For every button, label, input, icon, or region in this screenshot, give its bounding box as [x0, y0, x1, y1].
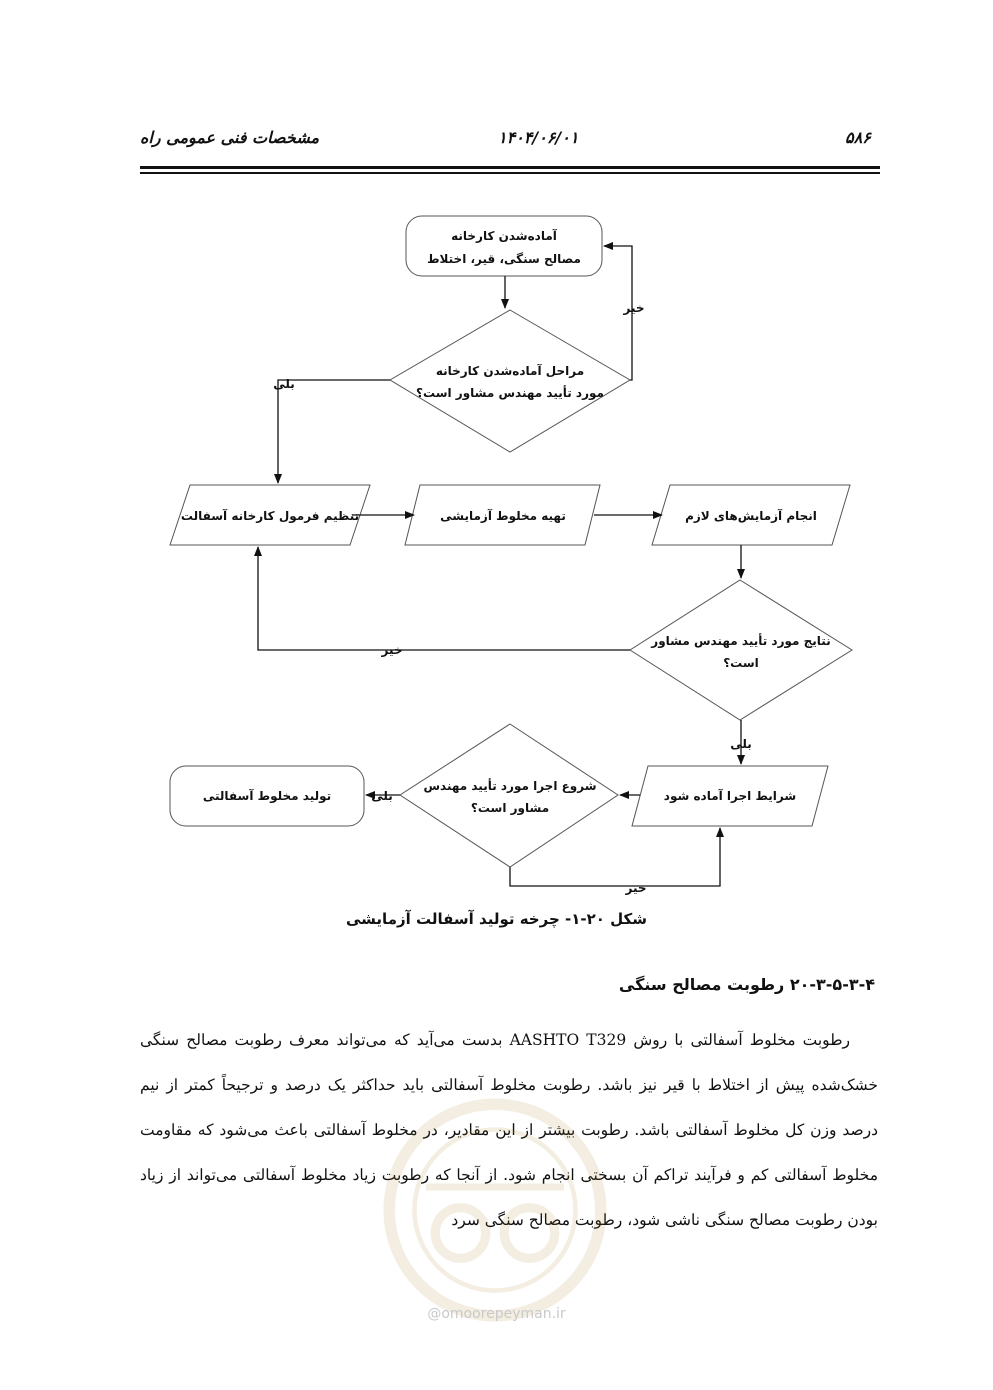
figure-caption: شکل ۲۰-۱- چرخه تولید آسفالت آزمایشی [345, 910, 648, 928]
decision-plant-node [390, 310, 630, 452]
section-heading: ۲۰-۳-۵-۳-۴ رطوبت مصالح سنگی [618, 975, 875, 994]
prepare-plant-node [406, 216, 602, 276]
yes-label-start: بلی [371, 789, 393, 803]
decision-results-label-2: است؟ [723, 656, 759, 670]
decision-results-label-1: نتایج مورد تأیید مهندس مشاور [651, 634, 831, 648]
run-tests-label: انجام آزمایش‌های لازم [685, 509, 817, 523]
prepare-plant-label-1: آماده‌شدن کارخانه [451, 229, 557, 243]
prepare-plant-label-2: مصالح سنگی، قیر، اختلاط [427, 252, 581, 266]
decision-plant-label-1: مراحل آماده‌شدن کارخانه [435, 364, 585, 378]
yes-label-results: بلی [730, 737, 752, 751]
body-paragraph: رطوبت مخلوط آسفالتی با روش AASHTO T329 بدست می‌آید که می‌تواند معرف رطوبت مصالح سنگی خشک‌شده پیش از اختلاط با قیر نیز باشد. رطوبت مخلوط آسفالتی باید حداکثر یک درصد و ترجیحاً کمتر از نیم درصد وزن کل مخلوط آسفالتی باشد. رطوبت بیشتر از این مقادیر، در مخلوط آسفالتی باعث می‌شود که مقاومت مخلوط آسفالتی کم و فرآیند تراکم آن بسختی انجام شود. از آنجا که رطوبت زیاد مخلوط آسفالتی می‌تواند از زیاد بودن رطوبت مصالح سنگی ناشی شود، رطوبت مصالح سنگی سرد [140, 1031, 878, 1229]
decision-start-node [400, 724, 618, 867]
book-title: مشخصات فنی عمومی راه [140, 128, 320, 147]
decision-plant-label-2: مورد تأیید مهندس مشاور است؟ [416, 386, 604, 400]
no-label-top: خیر [623, 301, 645, 315]
page-number: ۵۸۶ [845, 128, 871, 147]
site-ready-label: شرایط اجرا آماده شود [663, 789, 797, 803]
no-label-bottom: خیر [625, 881, 647, 895]
decision-start-label-1: شروع اجرا مورد تأیید مهندس [423, 779, 597, 793]
adjust-formula-label: تنظیم فرمول کارخانه آسفالت [180, 509, 360, 523]
header-date: ۱۴۰۴/۰۶/۰۱ [498, 128, 579, 147]
watermark-logo [380, 1095, 610, 1325]
decision-results-node [630, 580, 852, 720]
watermark-text: @omoorepeyman.ir [427, 1306, 566, 1322]
prepare-mix-label: تهیه مخلوط آزمایشی [440, 509, 566, 523]
yes-label-left: بلی [273, 377, 295, 391]
decision-start-label-2: مشاور است؟ [470, 801, 550, 815]
no-label-results: خیر [381, 643, 403, 657]
produce-mix-label: تولید مخلوط آسفالتی [202, 789, 332, 803]
